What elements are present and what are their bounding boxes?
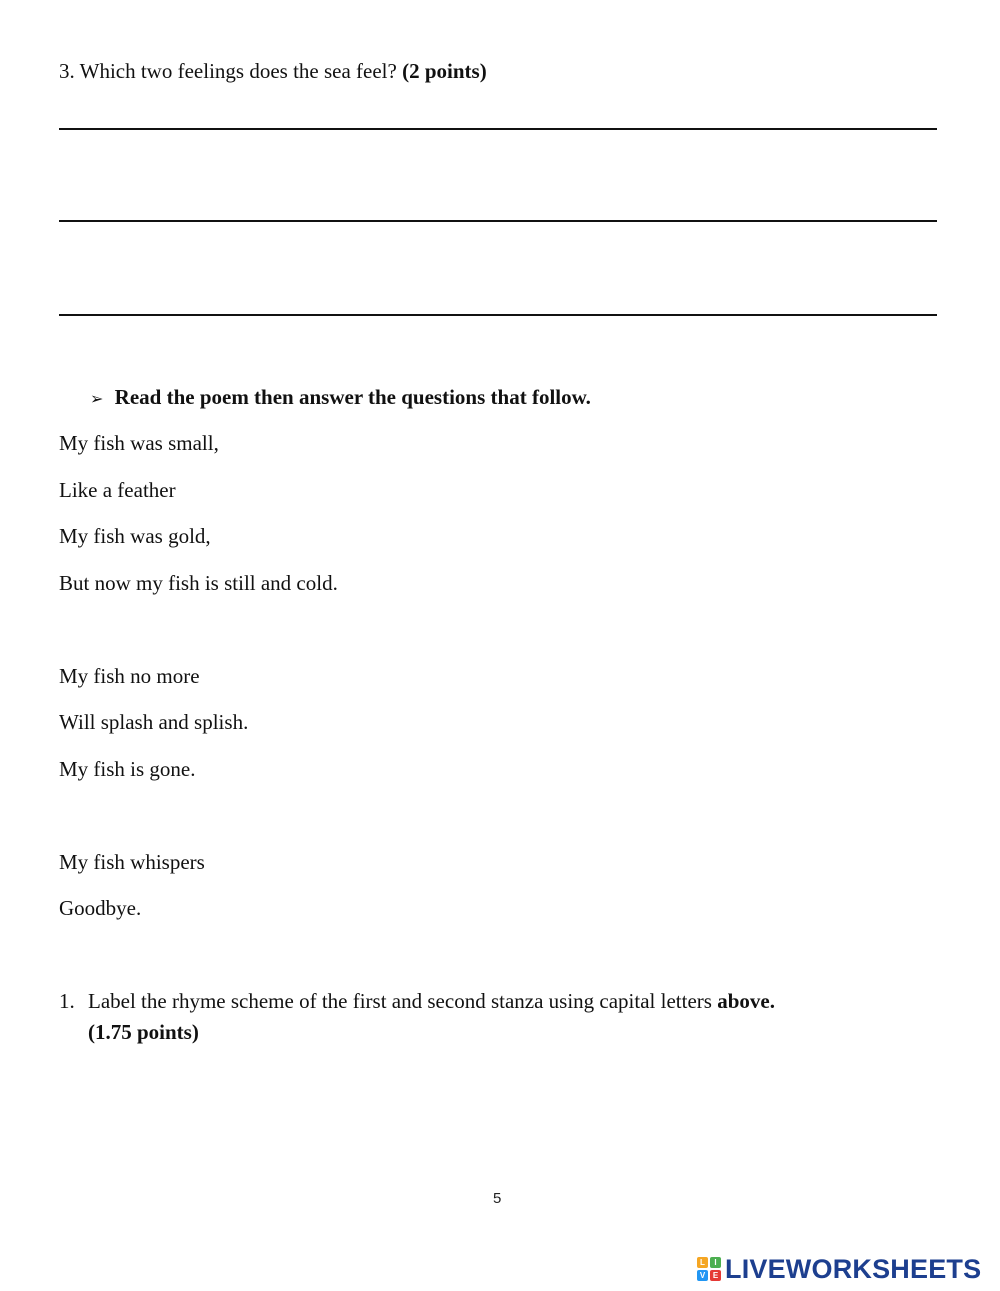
poem-line: Goodbye.: [59, 896, 142, 920]
question-text: Which two feelings does the sea feel?: [79, 59, 397, 83]
poem-line: My fish is gone.: [59, 757, 196, 781]
question-text: Label the rhyme scheme of the first and second stanza using capital letters: [88, 989, 712, 1013]
poem-line: My fish was gold,: [59, 524, 211, 548]
instruction-text: Read the poem then answer the questions that follow.: [114, 385, 591, 409]
logo-mark-icon: [697, 1257, 721, 1281]
logo-mark-letter: V: [697, 1270, 708, 1281]
question-points: (1.75 points): [88, 1020, 199, 1044]
question-number: 3.: [59, 59, 75, 83]
logo-mark-letter: I: [710, 1257, 721, 1268]
poem-line: My fish no more: [59, 664, 200, 688]
poem-line: Will splash and splish.: [59, 710, 249, 734]
logo-text: LIVEWORKSHEETS: [725, 1253, 982, 1284]
answer-line[interactable]: [59, 220, 937, 222]
question-points: (2 points): [402, 59, 487, 83]
poem-line: My fish was small,: [59, 431, 219, 455]
instruction: [90, 385, 591, 410]
question-emphasis: above.: [717, 989, 775, 1013]
question-number: 1.: [59, 989, 75, 1013]
liveworksheets-logo: [697, 1254, 981, 1284]
page-number: 5: [493, 1190, 502, 1207]
poem-line: But now my fish is still and cold.: [59, 571, 338, 595]
answer-line[interactable]: [59, 314, 937, 316]
answer-line[interactable]: [59, 128, 937, 130]
poem-line: My fish whispers: [59, 850, 205, 874]
question-3: [59, 59, 487, 84]
arrow-bullet-icon: ➢: [90, 389, 104, 408]
poem-line: Like a feather: [59, 478, 176, 502]
logo-mark-letter: L: [697, 1257, 708, 1268]
question-text-line: [88, 989, 775, 1014]
logo-mark-letter: E: [710, 1270, 721, 1281]
